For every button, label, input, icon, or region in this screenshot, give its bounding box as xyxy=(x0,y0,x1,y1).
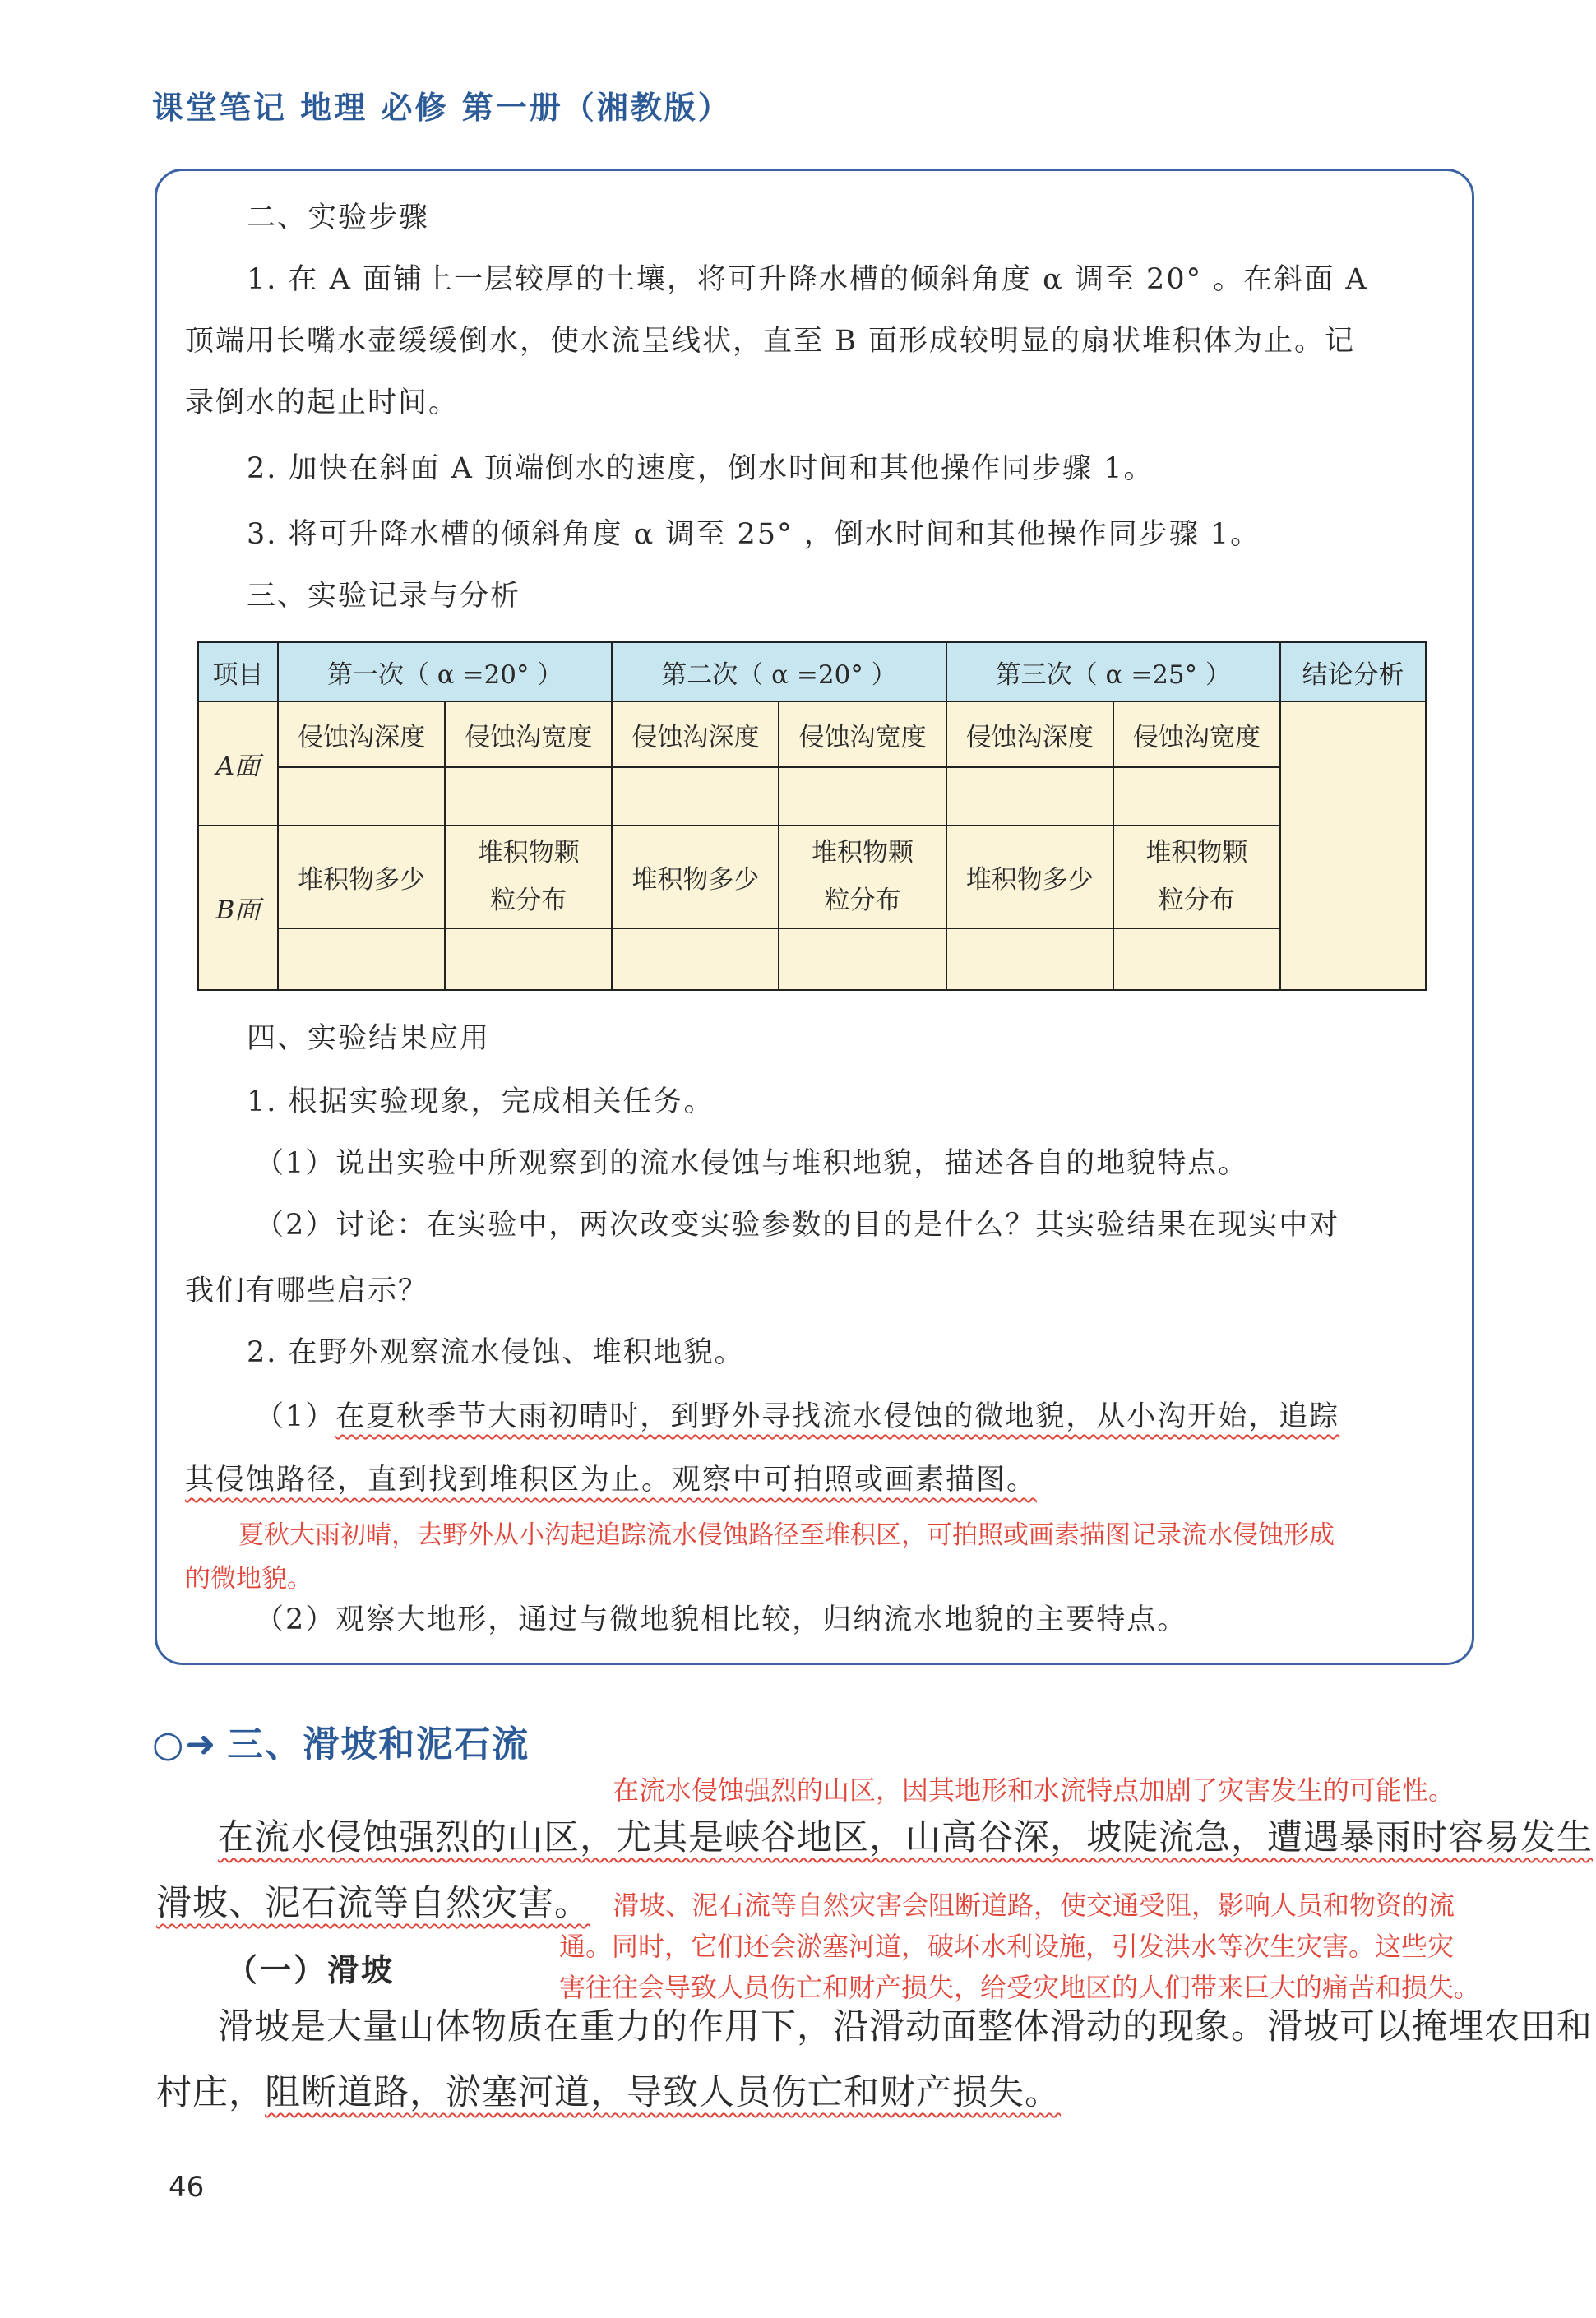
dist-line1: 堆积物颗 xyxy=(477,838,580,868)
page-number: 46 xyxy=(169,2171,205,2204)
app2-1-line2: 其侵蚀路径，直到找到堆积区为止。观察中可拍照或画素描图。 xyxy=(185,1464,1038,1497)
table-cell xyxy=(779,767,946,825)
handwritten-note-1-line1: 夏秋大雨初晴，去野外从小沟起追踪流水侵蚀路径至堆积区，可拍照或画素描图记录流水侵蚀形成 xyxy=(238,1520,1335,1550)
table-header-row xyxy=(198,642,1426,701)
heading-record: 三、实验记录与分析 xyxy=(247,580,521,613)
app1-1: （1）说出实验中所观察到的流水侵蚀与堆积地貌，描述各自的地貌特点。 xyxy=(255,1147,1249,1180)
dist-line2: 粒分布 xyxy=(490,886,567,916)
step2: 2. 加快在斜面 A 顶端倒水的速度，倒水时间和其他操作同步骤 1。 xyxy=(247,452,1154,485)
para1-line1 xyxy=(218,1813,1593,1862)
table-cell xyxy=(445,826,612,928)
table-cell xyxy=(445,767,612,825)
table-cell: 堆积物多少 xyxy=(946,826,1113,928)
dist-line2: 粒分布 xyxy=(824,886,901,916)
heading-application: 四、实验结果应用 xyxy=(247,1022,491,1055)
header-third: 第三次（ α =25° ） xyxy=(946,642,1280,701)
header-conclusion: 结论分析 xyxy=(1280,642,1426,701)
table-cell: 侵蚀沟深度 xyxy=(946,701,1113,767)
para2-line2-a: 村庄， xyxy=(156,2072,265,2113)
book-header: 课堂笔记 地理 必修 第一册（湘教版） xyxy=(152,90,732,126)
dist-line2: 粒分布 xyxy=(1158,886,1235,916)
header-first: 第一次（ α =20° ） xyxy=(278,642,612,701)
app1-2-line1: （2）讨论：在实验中，两次改变实验参数的目的是什么？其实验结果在现实中对 xyxy=(255,1209,1340,1242)
header-item: 项目 xyxy=(198,642,278,701)
para1-line2-text: 滑坡、泥石流等自然灾害。 xyxy=(156,1883,590,1924)
para2-line2 xyxy=(156,2068,1061,2117)
table-row xyxy=(198,826,1426,928)
experiment-table xyxy=(197,641,1427,991)
note-top: 在流水侵蚀强烈的山区，因其地形和水流特点加剧了灾害发生的可能性。 xyxy=(613,1774,1455,1806)
note-side-line3: 害往往会导致人员伤亡和财产损失，给受灾地区的人们带来巨大的痛苦和损失。 xyxy=(559,1972,1481,2003)
table-cell xyxy=(779,928,946,990)
header-second: 第二次（ α =20° ） xyxy=(612,642,946,701)
table-cell xyxy=(779,826,946,928)
dist-line1: 堆积物颗 xyxy=(1145,838,1248,868)
row-a-label: A面 xyxy=(198,701,278,825)
step1-line3: 录倒水的起止时间。 xyxy=(185,386,460,419)
table-cell: 侵蚀沟深度 xyxy=(278,701,445,767)
app1-2-line2: 我们有哪些启示？ xyxy=(185,1275,429,1307)
para2-line1: 滑坡是大量山体物质在重力的作用下，沿滑动面整体滑动的现象。滑坡可以掩埋农田和 xyxy=(218,2006,1593,2047)
para2-line2-underlined: 阻断道路，淤塞河道，导致人员伤亡和财产损失。 xyxy=(265,2072,1061,2113)
table-cell: 侵蚀沟宽度 xyxy=(445,701,612,767)
step1-line1: 1. 在 A 面铺上一层较厚的土壤，将可升降水槽的倾斜角度 α 调至 20° 。在斜面 A xyxy=(247,263,1368,296)
section3-title xyxy=(152,1714,530,1767)
table-cell: 堆积物多少 xyxy=(612,826,779,928)
table-row xyxy=(198,701,1426,767)
row-b-label: B面 xyxy=(198,826,278,991)
dist-line1: 堆积物颗 xyxy=(812,838,914,868)
step1-line2: 顶端用长嘴水壶缓缓倒水，使水流呈线状，直至 B 面形成较明显的扇状堆积体为止。记 xyxy=(185,325,1355,358)
app2-1-underlined: 在夏秋季节大雨初晴时，到野外寻找流水侵蚀的微地貌，从小沟开始，追踪 xyxy=(335,1400,1340,1433)
table-cell: 侵蚀沟深度 xyxy=(612,701,779,767)
table-cell: 侵蚀沟宽度 xyxy=(779,701,946,767)
table-cell: 堆积物多少 xyxy=(278,826,445,928)
conclusion-cell xyxy=(1280,701,1426,990)
table-row xyxy=(198,928,1426,990)
table-cell xyxy=(946,767,1113,825)
para1-underlined: 在流水侵蚀强烈的山区，尤其是峡谷地区，山高谷深，坡陡流急，遭遇暴雨时容易发生 xyxy=(218,1817,1593,1858)
table-cell xyxy=(278,767,445,825)
step3: 3. 将可升降水槽的倾斜角度 α 调至 25° ，倒水时间和其他操作同步骤 1。 xyxy=(247,518,1261,551)
note-side-line1: 滑坡、泥石流等自然灾害会阻断道路，使交通受阻，影响人员和物资的流 xyxy=(613,1890,1455,1921)
handwritten-note-1-line2: 的微地貌。 xyxy=(185,1564,312,1594)
table-cell: 侵蚀沟宽度 xyxy=(1113,701,1280,767)
table-cell xyxy=(946,928,1113,990)
section3-title-text: 三、滑坡和泥石流 xyxy=(227,1723,530,1765)
table-cell xyxy=(445,928,612,990)
table-cell xyxy=(612,928,779,990)
app2-1-prefix: （1） xyxy=(255,1400,336,1433)
table-cell xyxy=(1113,767,1280,825)
app2-1-line1 xyxy=(255,1396,1339,1437)
heading-steps: 二、实验步骤 xyxy=(247,201,430,234)
note-side-line2: 通。同时，它们还会淤塞河道，破坏水利设施，引发洪水等次生灾害。这些灾 xyxy=(559,1931,1455,1962)
app2: 2. 在野外观察流水侵蚀、堆积地貌。 xyxy=(247,1336,745,1369)
para1-line2 xyxy=(156,1879,590,1928)
table-cell xyxy=(1113,826,1280,928)
table-cell xyxy=(1113,928,1280,990)
table-row xyxy=(198,767,1426,825)
app1: 1. 根据实验现象，完成相关任务。 xyxy=(247,1085,715,1118)
section-arrow-icon: ○➜ xyxy=(152,1723,218,1765)
table-cell xyxy=(612,767,779,825)
subsection-title: （一）滑坡 xyxy=(226,1952,396,1988)
table-cell xyxy=(278,928,445,990)
app2-2: （2）观察大地形，通过与微地貌相比较，归纳流水地貌的主要特点。 xyxy=(255,1603,1188,1636)
